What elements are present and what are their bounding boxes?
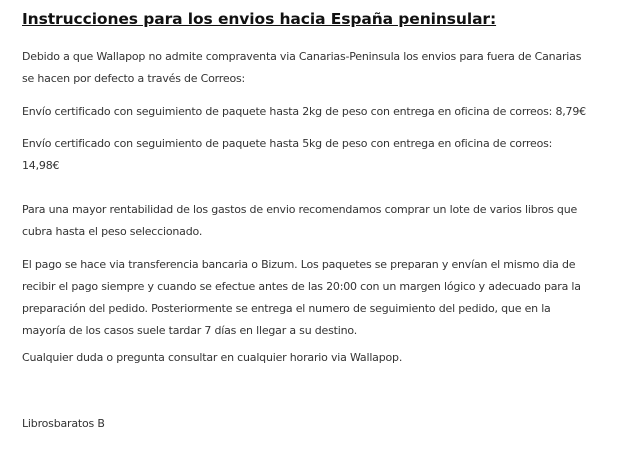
shipping-option-5kg: Envío certificado con seguimiento de paquete hasta 5kg de peso con entrega en oficina de correos: 14,98€ (22, 137, 553, 172)
contact-paragraph: Cualquier duda o pregunta consultar en cualquier horario via Wallapop. (22, 351, 403, 364)
signature: Librosbaratos B (22, 417, 105, 430)
shipping-option-2kg: Envío certificado con seguimiento de paquete hasta 2kg de peso con entrega en oficina de correos: 8,79€ (22, 105, 586, 118)
page-title: Instrucciones para los envios hacia España peninsular: (22, 10, 497, 28)
recommendation-paragraph: Para una mayor rentabilidad de los gastos de envio recomendamos comprar un lote de varios libros que cubra hasta el peso seleccionado. (22, 203, 578, 238)
payment-paragraph: El pago se hace via transferencia bancaria o Bizum. Los paquetes se preparan y envían el mismo dia de recibir el pago siempre y cuando se efectue antes de las 20:00 con un margen lógico y adecuado para la preparación del pedido. Posteriormente se entrega el numero de seguimiento del pedido, que en la mayoría de los casos suele tardar 7 días en llegar a su destino. (22, 258, 581, 337)
intro-paragraph: Debido a que Wallapop no admite compraventa via Canarias-Peninsula los envios para fuera de Canarias se hacen por defecto a través de Correos: (22, 50, 582, 85)
